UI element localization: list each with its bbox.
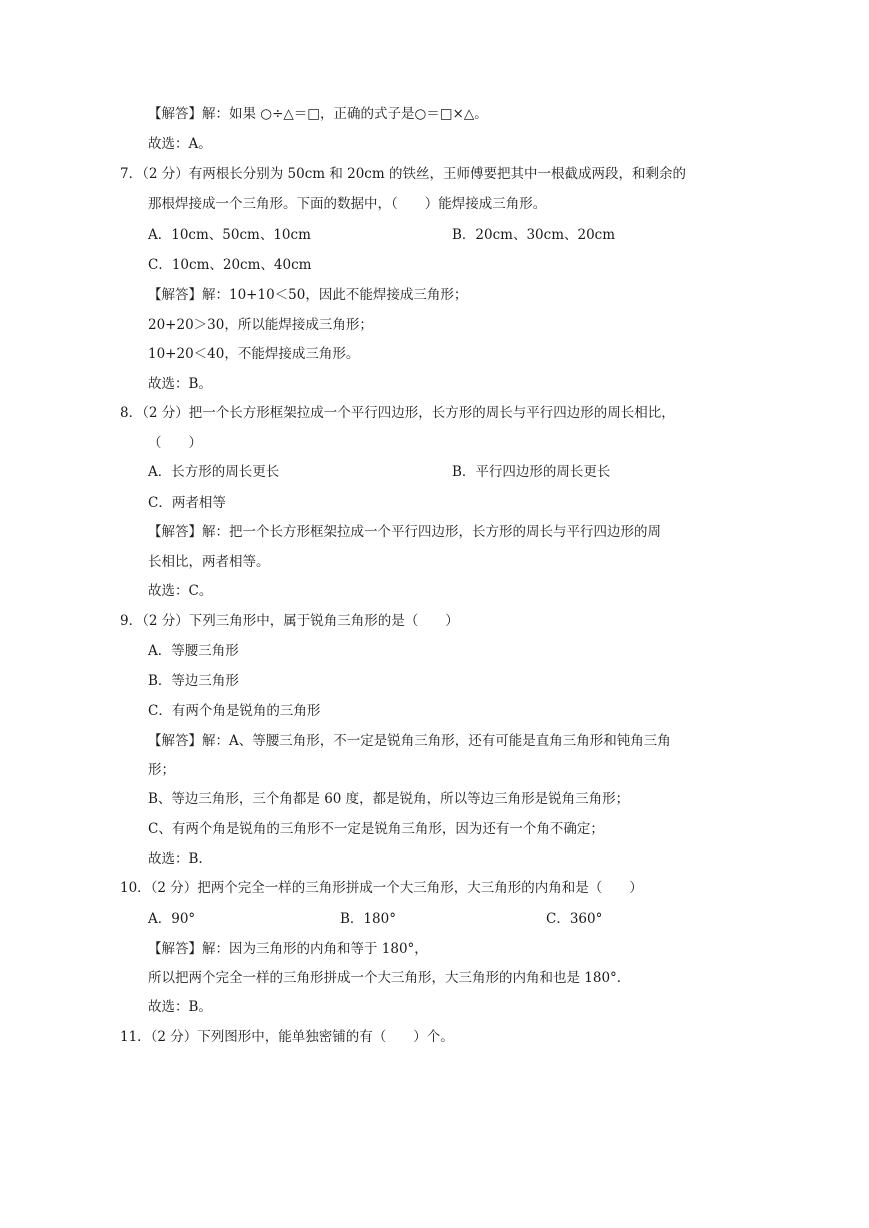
- option-c: C．10cm、20cm、40cm: [148, 257, 312, 273]
- answer-text: 形；: [148, 762, 175, 778]
- question-stem: 11．（2 分）下列图形中，能单独密铺的有（ ）个。: [120, 1029, 454, 1045]
- question-stem-cont: 那根焊接成一个三角形。下面的数据中，（ ）能焊接成三角形。: [148, 196, 547, 212]
- answer-text: C、有两个角是锐角的三角形不一定是锐角三角形，因为还有一个角不确定；: [148, 821, 604, 837]
- answer-text: 20+20＞30，所以能焊接成三角形；: [148, 317, 373, 333]
- question-stem: 9．（2 分）下列三角形中，属于锐角三角形的是（ ）: [120, 613, 459, 629]
- option-c: C．两者相等: [148, 495, 226, 511]
- option-b: B．等边三角形: [148, 673, 239, 689]
- option-a: A．长方形的周长更长: [148, 464, 280, 480]
- answer-text: 【解答】解：A、等腰三角形，不一定是锐角三角形，还有可能是直角三角形和钝角三角: [148, 733, 671, 749]
- answer-text: 所以把两个完全一样的三角形拼成一个大三角形，大三角形的内角和也是 180°．: [148, 970, 631, 986]
- option-a: A．10cm、50cm、10cm: [148, 227, 311, 243]
- answer-text: 10+20＜40，不能焊接成三角形。: [148, 346, 360, 362]
- option-b: B．180°: [340, 911, 396, 927]
- answer-text: 【解答】解：如果 ○÷△＝□，正确的式子是○＝□×△。: [148, 106, 488, 122]
- option-c: C．有两个角是锐角的三角形: [148, 703, 321, 719]
- answer-text: 【解答】解：因为三角形的内角和等于 180°，: [148, 941, 428, 957]
- question-stem: 7．（2 分）有两根长分别为 50cm 和 20cm 的铁丝，王师傅要把其中一根截成两段，和剩余的: [120, 166, 686, 182]
- answer-text: 【解答】解：把一个长方形框架拉成一个平行四边形，长方形的周长与平行四边形的周: [148, 524, 661, 540]
- choose-text: 故选：A。: [148, 136, 212, 152]
- option-b: B．20cm、30cm、20cm: [452, 227, 616, 243]
- option-a: A．等腰三角形: [148, 643, 239, 659]
- choose-text: 故选：B。: [148, 999, 212, 1015]
- question-stem: 10．（2 分）把两个完全一样的三角形拼成一个大三角形，大三角形的内角和是（ ）: [120, 880, 643, 896]
- choose-text: 故选：B.: [148, 851, 203, 867]
- answer-text: 长相比，两者相等。: [148, 554, 270, 570]
- answer-text: 【解答】解：10+10＜50，因此不能焊接成三角形；: [148, 287, 468, 303]
- choose-text: 故选：C。: [148, 583, 213, 599]
- option-b: B．平行四边形的周长更长: [452, 464, 611, 480]
- option-c: C．360°: [546, 911, 603, 927]
- choose-text: 故选：B。: [148, 376, 212, 392]
- option-a: A．90°: [148, 911, 196, 927]
- question-stem: 8．（2 分）把一个长方形框架拉成一个平行四边形，长方形的周长与平行四边形的周长相比，: [120, 405, 675, 421]
- question-stem-cont: （ ）: [148, 435, 202, 451]
- answer-text: B、等边三角形，三个角都是 60 度，都是锐角，所以等边三角形是锐角三角形；: [148, 791, 630, 807]
